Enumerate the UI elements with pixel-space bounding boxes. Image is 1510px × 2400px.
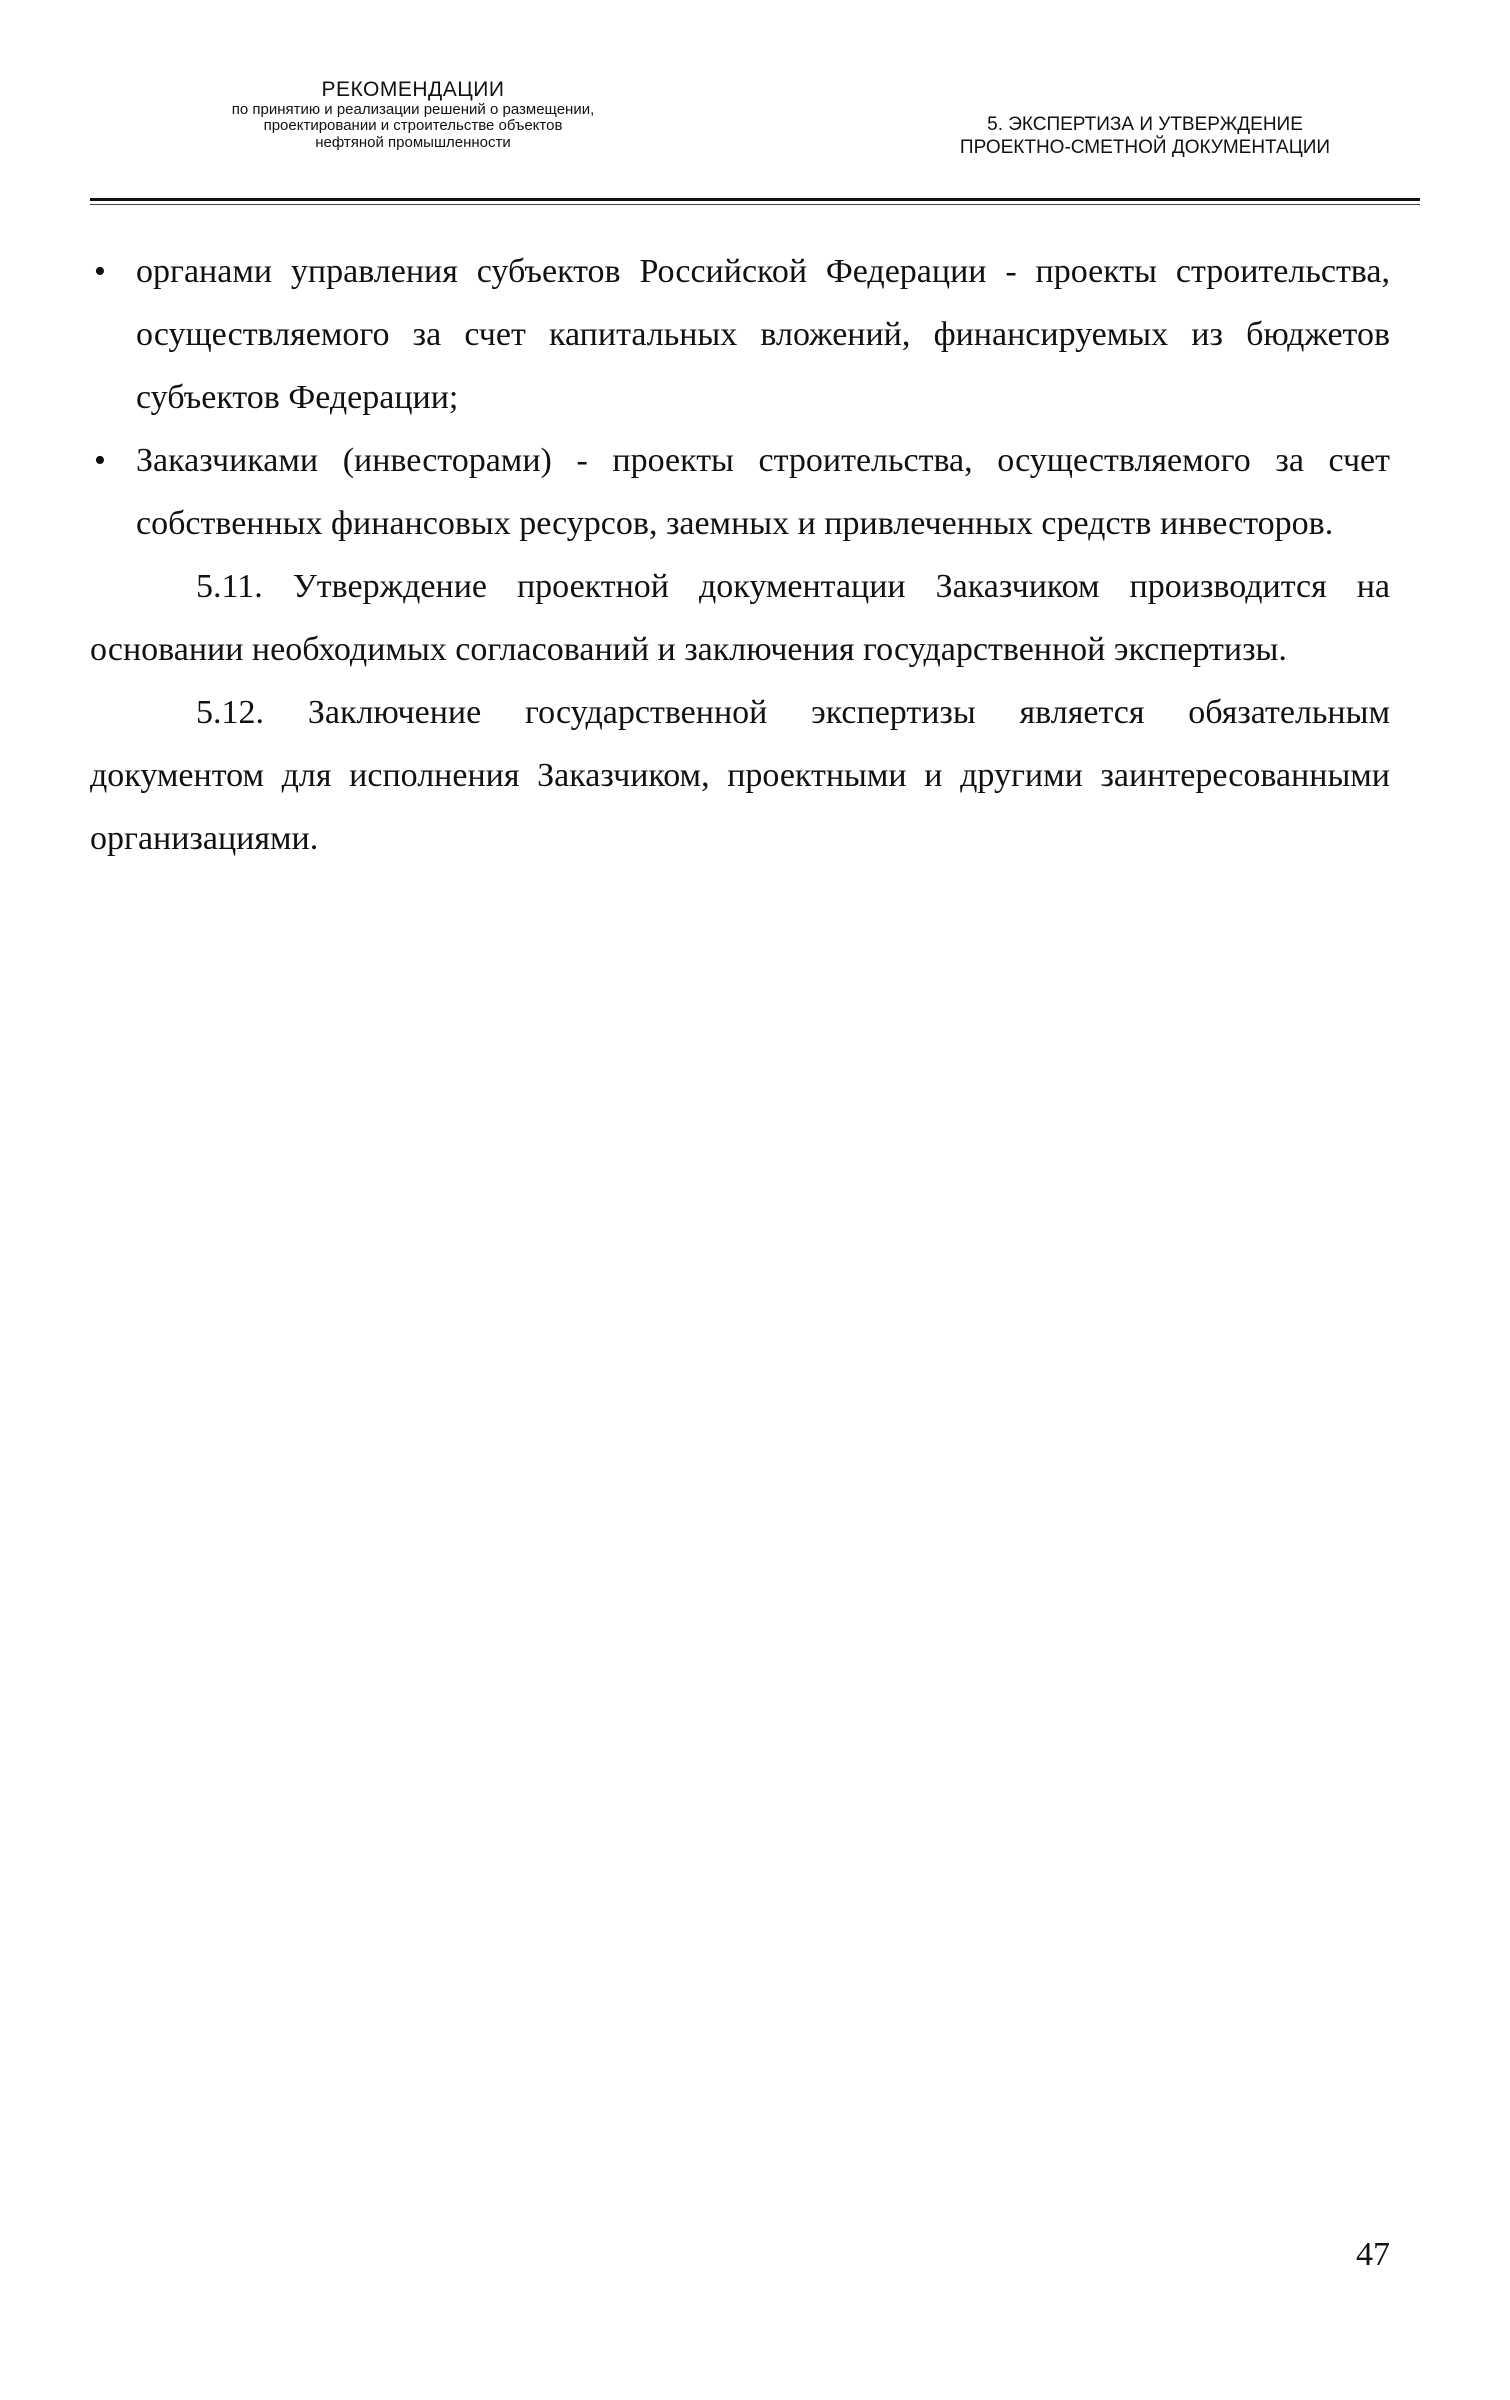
list-item-text: Заказчиками (инвесторами) - проекты строительства, осуществляемого за счет собственных финансовых ресурсов, заемных и привлеченных средств инвесторов.: [136, 442, 1390, 542]
page-number: 47: [1356, 2236, 1390, 2273]
list-item: [90, 429, 1390, 555]
list-item: [90, 240, 1390, 429]
bullet-icon: •: [94, 442, 106, 479]
bullet-icon: •: [94, 253, 106, 290]
header-section-line-1: 5. ЭКСПЕРТИЗА И УТВЕРЖДЕНИЕ: [987, 114, 1303, 135]
header-subtitle-line-1: по принятию и реализации решений о размещении,: [231, 100, 595, 118]
header-section-line-2: ПРОЕКТНО-СМЕТНОЙ ДОКУМЕНТАЦИИ: [959, 136, 1331, 158]
header-document-title: [118, 78, 708, 152]
header-title: РЕКОМЕНДАЦИИ: [321, 78, 505, 101]
header-divider-thin: [90, 204, 1420, 205]
header-subtitle-line-2: проектировании и строительстве объектов: [263, 117, 563, 135]
header-section-title: [860, 114, 1430, 160]
page-body: [90, 240, 1390, 870]
header-divider: [90, 198, 1420, 201]
page-header: [90, 78, 1420, 200]
paragraph-5-12: 5.12. Заключение государственной экспертизы является обязательным документом для исполнения Заказчиком, проектными и другими заинтересованными организациями.: [90, 694, 1390, 857]
header-subtitle-line-3: нефтяной промышленности: [315, 134, 511, 152]
paragraph-5-11: 5.11. Утверждение проектной документации Заказчиком производится на основании необходимых согласований и заключения государственной экспертизы.: [90, 568, 1390, 668]
list-item-text: органами управления субъектов Российской Федерации - проекты строительства, осуществляемого за счет капитальных вложений, финансируемых из бюджетов субъектов Федерации;: [136, 253, 1390, 416]
